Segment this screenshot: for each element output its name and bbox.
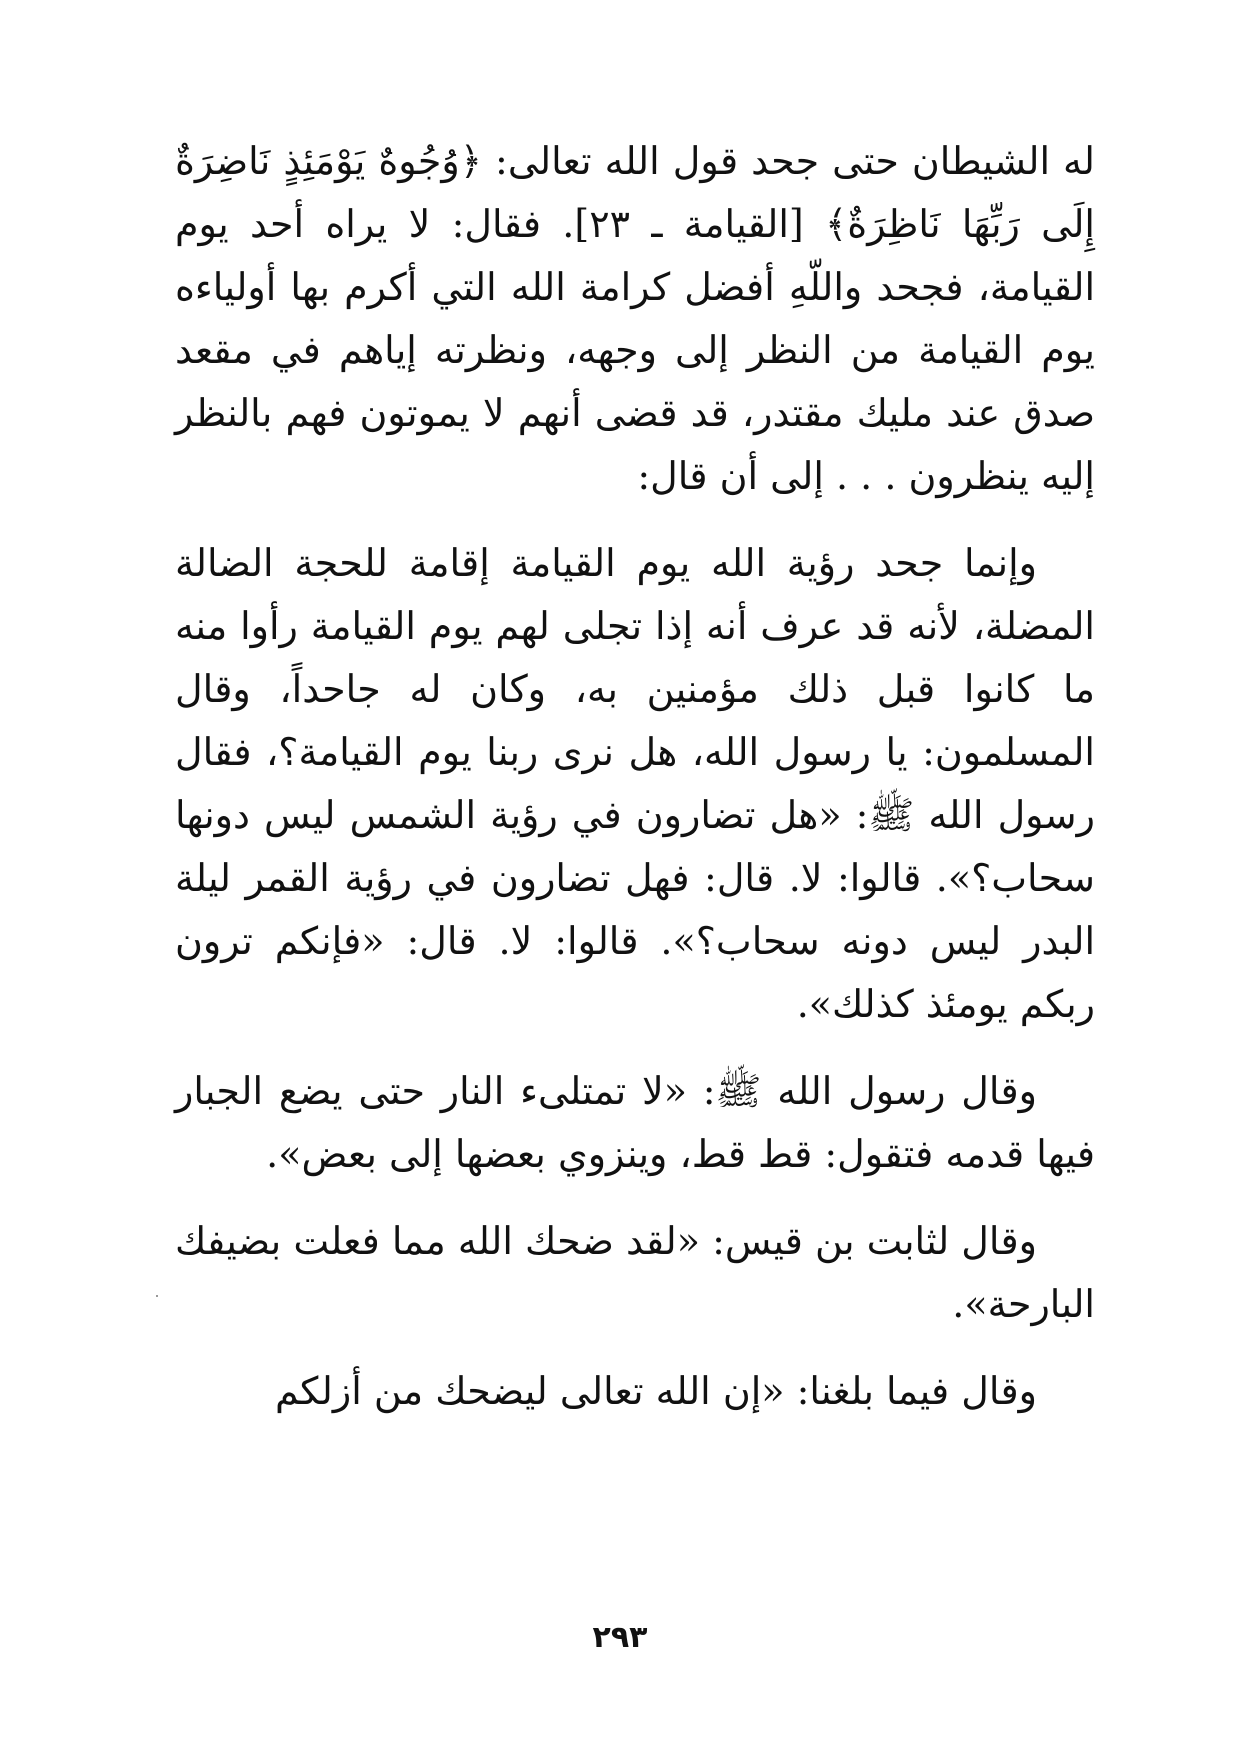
paragraph-2: وإنما جحد رؤية الله يوم القيامة إقامة للحجة الضالة المضلة، لأنه قد عرف أنه إذا تجلى لهم يوم القيامة رأوا منه ما كانوا قبل ذلك مؤمنين به، وكان له جاحداً، وقال المسلمون: يا رسول الله، هل نرى ربنا يوم القيامة؟، فقال رسول الله ﷺ: «هل تضارون في رؤية الشمس ليس دونها سحاب؟». قالوا: لا. قال: فهل تضارون في رؤية القمر ليلة البدر ليس دونه سحاب؟». قالوا: لا. قال: «فإنكم ترون ربكم يومئذ كذلك». <box>175 541 1095 1026</box>
body-text <box>175 130 1095 1447</box>
paragraph-1: له الشيطان حتى جحد قول الله تعالى: ﴿وُجُوهٌ يَوْمَئِذٍ نَاضِرَةٌ إِلَى رَبِّهَا نَاظِرَةٌ﴾ [القيامة ـ ٢٣]. فقال: لا يراه أحد يوم القيامة، فجحد واللّهِ أفضل كرامة الله التي أكرم بها أولياءه يوم القيامة من النظر إلى وجهه، ونظرته إياهم في مقعد صدق عند مليك مقتدر، قد قضى أنهم لا يموتون فهم بالنظر إليه ينظرون . . . إلى أن قال: <box>175 139 1095 498</box>
paragraph-5: وقال فيما بلغنا: «إن الله تعالى ليضحك من أزلكم <box>275 1369 1037 1413</box>
page-number: ٢٩٣ <box>592 1620 648 1655</box>
scan-speck <box>156 1295 158 1297</box>
paragraph-3: وقال رسول الله ﷺ: «لا تمتلىء النار حتى يضع الجبار فيها قدمه فتقول: قط قط، وينزوي بعضها إلى بعض». <box>175 1069 1095 1176</box>
paragraph-4: وقال لثابت بن قيس: «لقد ضحك الله مما فعلت بضيفك البارحة». <box>175 1219 1095 1326</box>
